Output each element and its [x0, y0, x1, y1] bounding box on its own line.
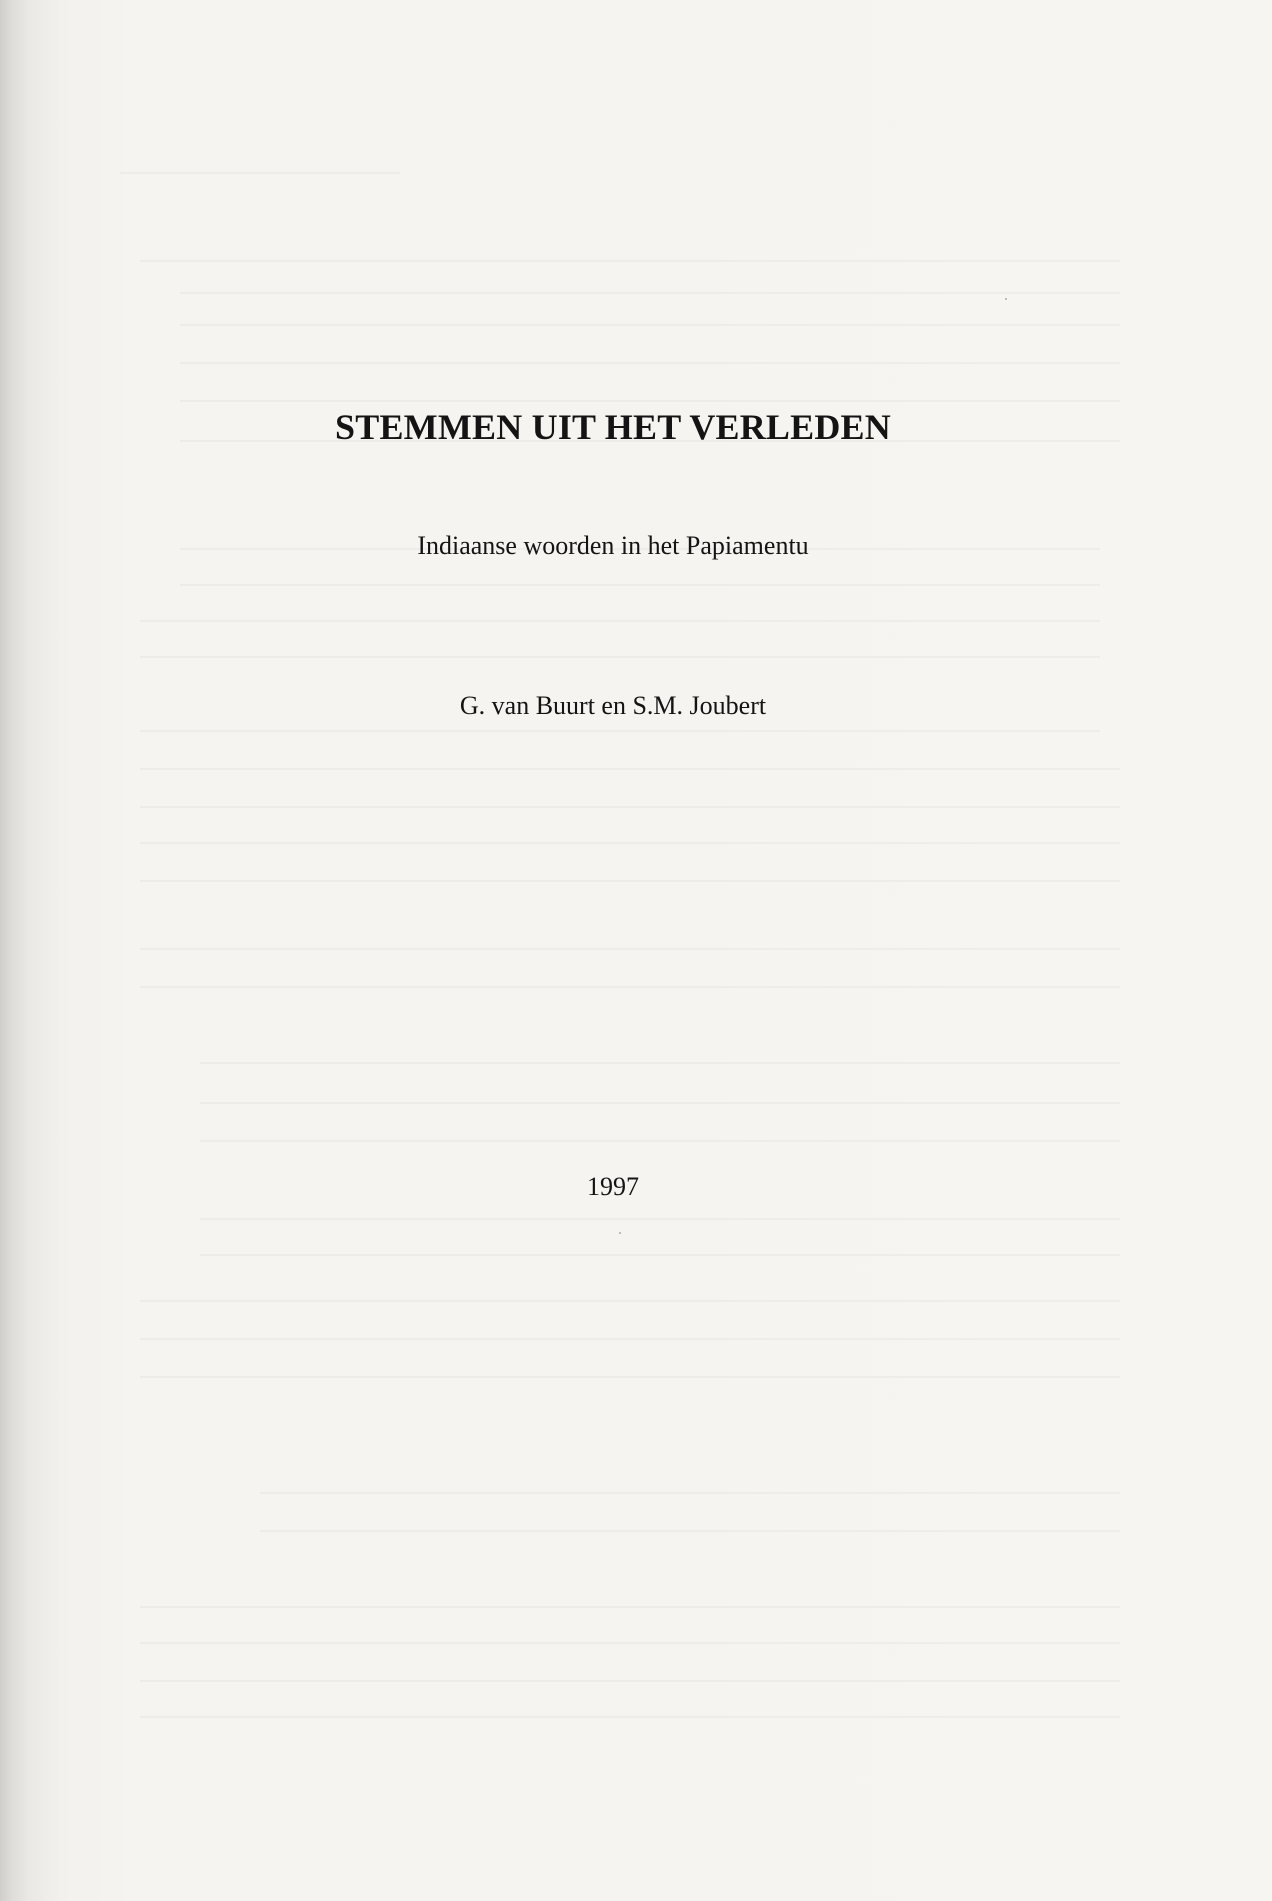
paper-speck [1005, 298, 1007, 300]
book-subtitle: Indiaanse woorden in het Papiamentu [417, 531, 809, 560]
book-authors: G. van Buurt en S.M. Joubert [459, 691, 767, 720]
paper-speck [619, 1232, 621, 1234]
publication-year: 1997 [587, 1172, 639, 1201]
book-title: STEMMEN UIT HET VERLEDEN [335, 407, 891, 447]
